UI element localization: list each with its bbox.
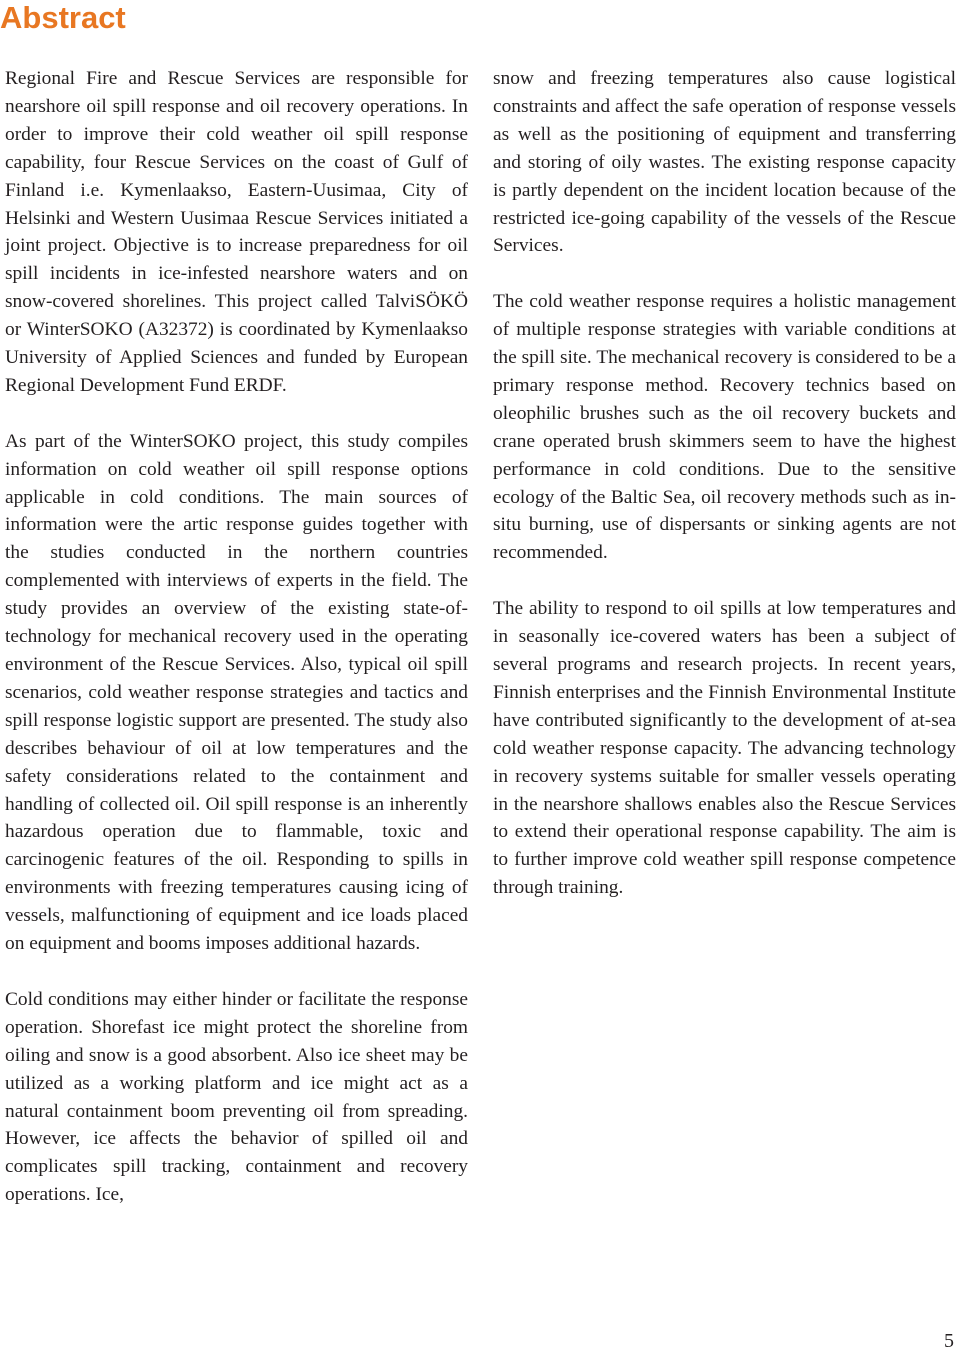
right-column <box>493 65 956 930</box>
paragraph-logistics: snow and freezing temperatures also cause logistical constraints and affect the safe operation of response vessels as well as the positioning of equipment and transferring and storing of oily wastes. The existing response capacity is partly dependent on the incident location because of the restricted ice-going capability of the vessels of the Rescue Services. <box>493 68 956 257</box>
page-title: Abstract <box>0 0 126 35</box>
left-column <box>5 65 468 1237</box>
page-number: 5 <box>944 1330 954 1352</box>
paragraph-cold-conditions: Cold conditions may either hinder or facilitate the response operation. Shorefast ice might protect the shoreline from oiling and snow is a good absorbent. Also ice sheet may be utilized as a working platform and ice might act as a natural containment boom preventing oil from spreading. However, ice affects the behavior of spilled oil and complicates spill tracking, containment and recovery operations. Ice, <box>5 988 468 1206</box>
paragraph-response-methods: The cold weather response requires a holistic management of multiple response strategies with variable conditions at the spill site. The mechanical recovery is considered to be a primary response method. Recovery technics based on oleophilic brushes such as the oil recovery buckets and crane operated brush skimmers seem to have the highest performance in cold conditions. Due to the sensitive ecology of the Baltic Sea, oil recovery methods such as in-situ burning, use of dispersants or sinking agents are not recommended. <box>493 291 956 564</box>
paragraph-research-background: The ability to respond to oil spills at low temperatures and in seasonally ice-covered waters has been a subject of several programs and research projects. In recent years, Finnish enterprises and the Finnish Environmental Institute have contributed significantly to the development of at-sea cold weather response capacity. The advancing technology in recovery systems suitable for smaller vessels operating in the nearshore shallows enables also the Rescue Services to extend their operational response capability. The aim is to further improve cold weather spill response competence through training. <box>493 598 956 899</box>
paragraph-project-intro: Regional Fire and Rescue Services are responsible for nearshore oil spill response and oil recovery operations. In order to improve their cold weather oil spill response capability, four Rescue Services on the coast of Gulf of Finland i.e. Kymenlaakso, Eastern-Uusimaa, City of Helsinki and Western Uusimaa Rescue Services initiated a joint project. Objective is to increase preparedness for oil spill incidents in ice-infested nearshore waters and on snow-covered shorelines. This project called TalviSÖKÖ or WinterSOKO (A32372) is coordinated by Kymenlaakso University of Applied Sciences and funded by European Regional Development Fund ERDF. <box>5 68 468 396</box>
paragraph-study-scope: As part of the WinterSOKO project, this study compiles information on cold weather oil spill response options applicable in cold conditions. The main sources of information were the artic response guides together with the studies conducted in the northern countries complemented with interviews of experts in the field. The study provides an overview of the existing state-of-technology for mechanical recovery used in the operating environment of the Rescue Services. Also, typical oil spill scenarios, cold weather response strategies and tactics and spill response logistic support are presented. The study also describes behaviour of oil at low temperatures and the safety considerations related to the containment and handling of collected oil. Oil spill response is an inherently hazardous operation due to flammable, toxic and carcinogenic features of the oil. Responding to spills in environments with freezing temperatures causing icing of vessels, malfunctioning of equipment and ice loads placed on equipment and booms imposes additional hazards. <box>5 430 468 955</box>
